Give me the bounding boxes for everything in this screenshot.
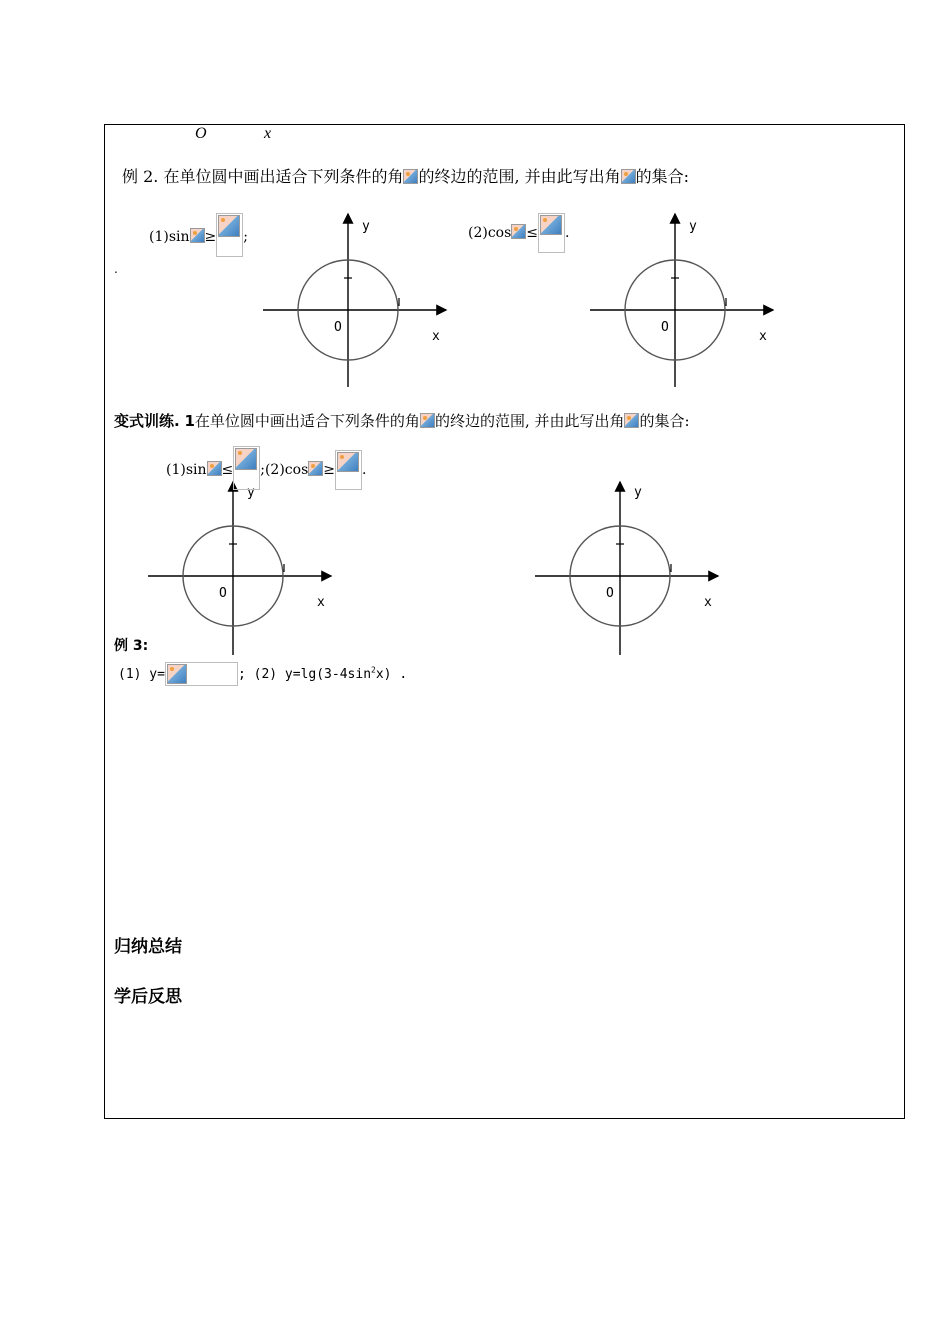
stray-dot: . xyxy=(114,262,118,276)
summary-heading: 归纳总结 xyxy=(114,937,182,957)
fraction-image-icon xyxy=(235,448,257,470)
x-axis-label: x xyxy=(704,595,712,610)
y-axis-label: y xyxy=(634,485,642,500)
origin-label: O xyxy=(334,320,342,335)
example3-parts: (1) y= ; (2) $y=\lg(3-4\sin^2x)$ . xyxy=(118,662,407,686)
y-axis-label: y xyxy=(689,219,697,234)
formula-image-box xyxy=(165,662,238,686)
unit-circle-diagram-4 xyxy=(535,482,718,655)
fraction-image-icon xyxy=(337,452,359,472)
example2-item1: (1)sin ≥ ; xyxy=(149,213,248,257)
alpha-image-icon xyxy=(207,461,222,476)
y-axis-label: y xyxy=(362,219,370,234)
y-axis-label: y xyxy=(247,485,255,500)
origin-label: O xyxy=(606,586,614,601)
x-label-top: x xyxy=(264,125,272,142)
alpha-image-icon xyxy=(308,461,323,476)
example2-title: 例 2. 在单位圆中画出适合下列条件的角 的终边的范围, 并由此写出角 的集合: xyxy=(122,167,690,186)
reflection-heading: 学后反思 xyxy=(114,987,182,1007)
variant-items: (1)sin ≤ ;(2)cos ≥ . xyxy=(166,446,366,490)
formula-image-box xyxy=(233,446,260,490)
example3-label: 例 3: xyxy=(114,638,149,654)
origin-label: O xyxy=(219,586,227,601)
example2-item2: (2)cos ≤ . xyxy=(468,213,569,253)
unit-circle-diagram-3 xyxy=(148,482,331,655)
x-axis-label: x xyxy=(317,595,325,610)
x-axis-label: x xyxy=(432,329,440,344)
alpha-image-icon xyxy=(624,413,639,428)
unit-circle-diagram-1 xyxy=(263,214,446,387)
alpha-image-icon xyxy=(420,413,435,428)
variant-title: 变式训练. 1在单位圆中画出适合下列条件的角 的终边的范围, 并由此写出角 的集合: xyxy=(114,412,690,430)
origin-label: O xyxy=(661,320,669,335)
x-axis-label: x xyxy=(759,329,767,344)
unit-circle-diagram-2 xyxy=(590,214,773,387)
origin-label-top: O xyxy=(195,125,207,142)
root-expression-image-icon xyxy=(167,664,187,684)
formula-image-box xyxy=(335,450,362,490)
